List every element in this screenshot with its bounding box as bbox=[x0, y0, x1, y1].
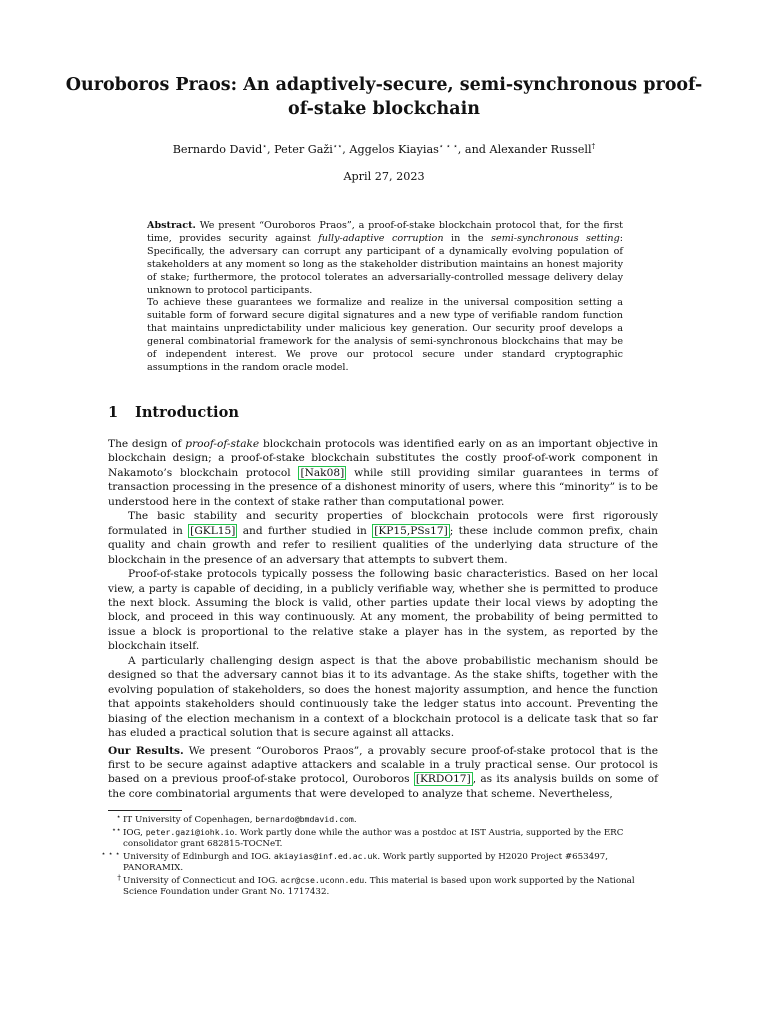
paper-date: April 27, 2023 bbox=[343, 170, 425, 183]
author-kiayias: Aggelos Kiayias bbox=[349, 143, 439, 156]
footnote-mark: ⋆ ⋆ ⋆ bbox=[101, 848, 120, 858]
abstract-paragraph bbox=[147, 220, 623, 297]
body-text: The basic stability and security properties of blockchain protocols were first rigorously formulated in bbox=[108, 510, 658, 537]
section-heading bbox=[108, 404, 239, 421]
author-mark: ⋆ bbox=[262, 141, 267, 151]
abstract-emphasis: fully-adaptive corruption bbox=[318, 232, 444, 244]
footnote-text: University of Connecticut and IOG. bbox=[123, 875, 278, 886]
abstract-emphasis: semi-synchronous setting bbox=[491, 232, 620, 244]
footnote-text: University of Edinburgh and IOG. bbox=[123, 851, 272, 862]
citation-link[interactable]: [GKL15] bbox=[190, 524, 236, 537]
author-gazi: Peter Gaži bbox=[274, 143, 333, 156]
body-paragraph: A particularly challenging design aspect is that the above probabilistic mechanism should be designed so that the adversary cannot bias it to its advantage. As the stake shifts, together with the evolving population of stakeholders, so does the honest majority assumption, and hence the function that appoints stakeholders should continuously take the ledger status into account. Preventing the biasing of the election mechanism in a context of a blockchain protocol is a delicate task that so far has eluded a practical solution that is secure against all attacks. bbox=[108, 654, 658, 740]
citation-key: GKL15 bbox=[194, 524, 232, 537]
footnote-mark: ⋆ bbox=[116, 812, 121, 821]
citation-key: Nak08 bbox=[304, 466, 341, 479]
body-text: while still providing similar guarantees in terms of transaction processing in the presence of a dishonest minority of users, where this “minority” is to be understood here in the context of stake rather than computational power. bbox=[108, 466, 659, 508]
body-text: We present “Ouroboros Praos”, a provably secure proof-of-stake protocol that is the first to be secure against adaptive attackers and scalable in a truly practical sense. Our protocol is based on a previous proof-of-stake protocol, Ouroboros bbox=[108, 744, 658, 786]
author-david: Bernardo David bbox=[172, 143, 263, 156]
abstract bbox=[147, 220, 623, 375]
body-paragraph bbox=[108, 744, 658, 802]
citation-link[interactable]: [KRDO17] bbox=[415, 773, 471, 786]
email-link[interactable]: peter.gazi@iohk.io bbox=[145, 826, 235, 837]
body-paragraph bbox=[108, 509, 658, 567]
body-text: , as its analysis builds on some of the core combinatorial arguments that were developed to analyze that scheme. Nevertheless, bbox=[108, 773, 658, 800]
footnote bbox=[108, 872, 660, 899]
footnote bbox=[101, 848, 660, 875]
paper-title: Ouroboros Praos: An adaptively-secure, semi-synchronous proof-of-stake blockchain bbox=[65, 75, 703, 119]
footnote bbox=[108, 824, 660, 851]
introduction-body bbox=[108, 437, 658, 801]
body-text: ; these include common prefix, chain quality and chain growth and refer to resilient qualities of the underlying data structure of the blockchain in the presence of an adversary that attempts to subvert them. bbox=[108, 524, 658, 566]
body-text: blockchain protocols was identified early on as an important objective in blockchain design; a proof-of-stake blockchain substitutes the costly proof-of-work component in Nakamoto’s blockchain protocol bbox=[108, 438, 658, 479]
citation-key: KRDO17 bbox=[420, 773, 467, 786]
body-emphasis: proof-of-stake bbox=[185, 438, 260, 450]
footnote-mark: ⋆⋆ bbox=[111, 824, 121, 834]
body-paragraph: Proof-of-stake protocols typically possess the following basic characteristics. Based on her local view, a party is capable of deciding, in a publicly verifiable way, whether she is permitted to produce the next block. Assuming the block is valid, other parties update their local views by adopting the block, and proceed in this way continuously. At any moment, the probability of being permitted to issue a block is proportional to the relative stake a player has in the system, as reported by the blockchain itself. bbox=[108, 568, 658, 653]
section-title: Introduction bbox=[135, 404, 239, 421]
footnote-text: . Work partly supported by H2020 Project #653497, PANORAMIX. bbox=[123, 851, 609, 873]
author-russell: and Alexander Russell bbox=[464, 143, 592, 156]
footnote-mark: † bbox=[117, 872, 121, 882]
abstract-text: in the bbox=[451, 232, 484, 244]
citation-link[interactable]: [KP15,PSs17] bbox=[374, 524, 448, 537]
citation-key: PSs17 bbox=[410, 524, 444, 537]
abstract-label: Abstract. bbox=[147, 220, 196, 231]
footnote-text: . Work partly done while the author was a postdoc at IST Austria, supported by the ERC consolidator grant 682815-TOCNeT. bbox=[123, 827, 624, 849]
author-mark: ⋆⋆ bbox=[332, 141, 343, 151]
email-link[interactable]: akiayias@inf.ed.ac.uk bbox=[273, 850, 378, 861]
email-link[interactable]: acr@cse.uconn.edu bbox=[280, 874, 365, 885]
footnote-text: IT University of Copenhagen, bbox=[123, 815, 253, 825]
footnote bbox=[108, 814, 660, 827]
body-text: The design of bbox=[108, 438, 182, 450]
paragraph-label: Our Results. bbox=[108, 744, 184, 757]
footnotes bbox=[101, 812, 660, 899]
abstract-text: We present “Ouroboros Praos”, a proof-of-stake blockchain protocol that, for the first time, provides security against bbox=[147, 220, 623, 244]
abstract-paragraph: To achieve these guarantees we formalize and realize in the universal composition setting a suitable form of forward secure digital signatures and a new type of verifiable random function that maintains unpredictability under malicious key generation. Our security proof develops a general combinatorial framework for the analysis of semi-synchronous blockchains that may be of independent interest. We prove our protocol secure under standard cryptographic assumptions in the random oracle model. bbox=[147, 297, 623, 373]
footnote-text: . This material is based upon work supported by the National Science Foundation under Grant No. 1717432. bbox=[123, 875, 635, 897]
author-list: Bernardo David⋆, Peter Gaži⋆⋆, Aggelos Kiayias⋆ ⋆ ⋆, and Alexander Russell† bbox=[172, 141, 596, 156]
email-link[interactable]: bernardo@bmdavid.com bbox=[255, 814, 354, 824]
body-text: and further studied in bbox=[242, 524, 367, 537]
footnote-text: IOG, bbox=[123, 827, 143, 838]
abstract-text: : Specifically, the adversary can corrupt any participant of a dynamically evolving population of stakeholders at any moment so long as the stakeholder distribution maintains an honest majority of stake; furthermore, the protocol tolerates an adversarially-controlled message delivery delay unknown to protocol participants. bbox=[147, 232, 623, 296]
author-mark: † bbox=[591, 141, 596, 151]
body-paragraph bbox=[108, 437, 658, 509]
footnote-text: . bbox=[353, 815, 357, 825]
author-mark: ⋆ ⋆ ⋆ bbox=[438, 141, 458, 151]
section-number: 1 bbox=[108, 404, 119, 421]
citation-link[interactable]: [Nak08] bbox=[300, 466, 345, 479]
citation-key: KP15 bbox=[378, 524, 407, 537]
